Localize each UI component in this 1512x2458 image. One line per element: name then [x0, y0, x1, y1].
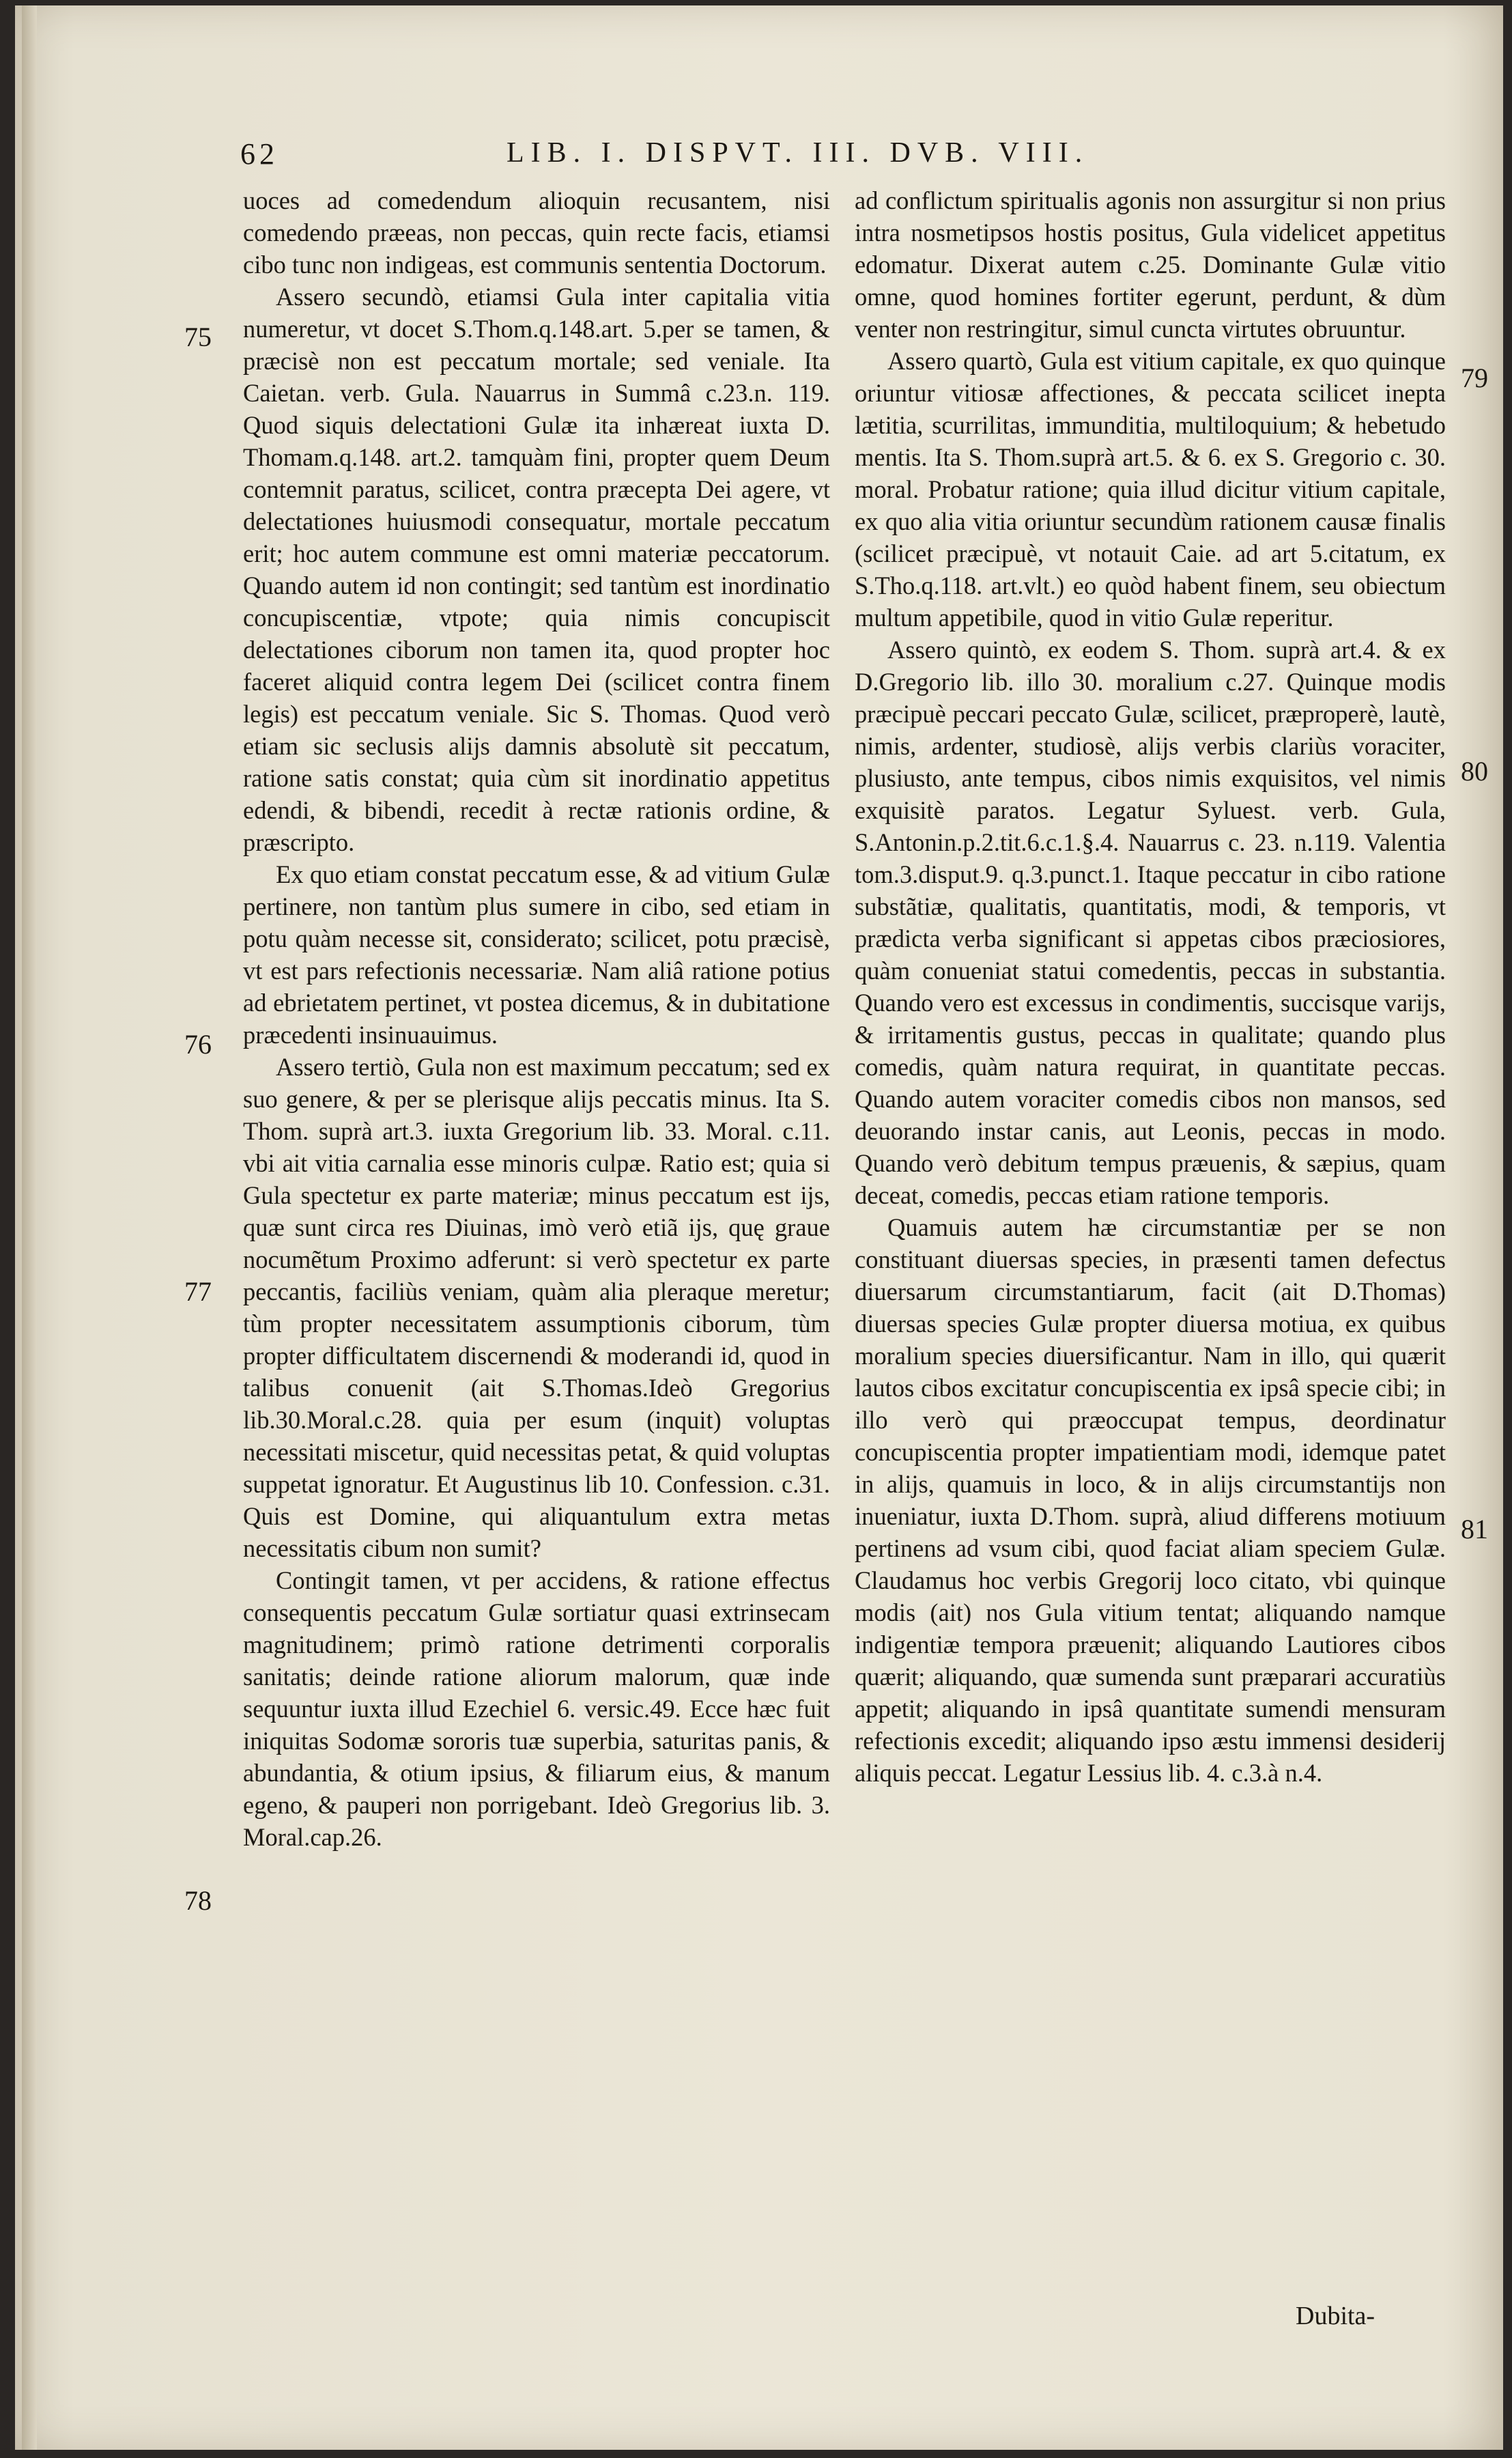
- margin-number: 81: [1461, 1514, 1488, 1544]
- paragraph: uoces ad comedendum alioquin recusantem, nisi comedendo præeas, non peccas, quin recte facis, etiamsi cibo tunc non indigeas, est communis sententia Doctorum.: [243, 186, 830, 279]
- paragraph: Quamuis autem hæ circumstantiæ per se non constituant diuersas species, in præsenti tamen defectus diuersarum circumstantiarum, facit (ait D.Thomas) diuersas species Gulæ propter diuersa motiua, ex quibus moralium species diuersificantur. Nam in illo, qui quærit lautos cibos excitatur concupiscentia ex ipsâ specie cibi; in illo verò qui præoccupat tempus, deordinatur concupiscentia propter impatientiam modi, idemque patet in alijs, quamuis in loco, & in alijs circumstantijs non inueniatur, iuxta D.Thom. suprà, aliud differens motiuum pertinens ad vsum cibi, quod faciat aliam speciem Gulæ. Claudamus hoc verbis Gregorij loco citato, vbi quinque modis (ait) nos Gula vitium tentat; aliquando namque indigentiæ tempora præuenit; aliquando Lautiores cibos quærit; aliquando, quæ sumenda sunt præparari accuratiùs appetit; aliquando in ipsâ quantitate sumendi mensuram refectionis excedit; aliquando ipso æstu immensi desiderij aliquis peccat. Legatur Lessius lib. 4. c.3.à n.4.: [855, 1213, 1446, 1787]
- margin-number: 76: [184, 1029, 212, 1060]
- paragraph: Assero quintò, ex eodem S. Thom. suprà art.4. & ex D.Gregorio lib. illo 30. moralium c.27. Quinque modis præcipuè peccari peccato Gulæ, scilicet, præproperè, lautè, nimis, ardenter, studiosè, alijs verbis clariùs voraciter, plusiusto, ante tempus, cibos nimis exquisitos, vel nimis exquisitè paratos. Legatur Syluest. verb. Gula, S.Antonin.p.2.tit.6.c.1.§.4. Nauarrus c. 23. n.119. Valentia tom.3.disput.9. q.3.punct.1. Itaque peccatur in cibo ratione substãtiæ, qualitatis, quantitatis, modi, & temporis, vt prædicta verba significant si appetas cibos præciosiores, quàm conueniat statui comedentis, peccas in substantia. Quando vero est excessus in condimentis, succisque varijs, & irritamentis gustus, peccas in qualitate; quando plus comedis, quàm natura requirat, in quantitate peccas. Quando autem voraciter comedis cibos non mansos, sed deuorando instar canis, aut Leonis, peccas in modo. Quando verò debitum tempus præuenis, & sæpius, quam deceat, comedis, peccas etiam ratione temporis.: [855, 636, 1446, 1209]
- paragraph: Assero tertiò, Gula non est maximum peccatum; sed ex suo genere, & per se plerisque alijs peccatis minus. Ita S. Thom. suprà art.3. iuxta Gregorium lib. 33. Moral. c.11. vbi ait vitia carnalia esse minoris culpæ. Ratio est; quia si Gula spectetur ex parte materiæ; minus peccatum est ijs, quæ sunt circa res Diuinas, imò verò etiã ijs, quę graue nocumẽtum Proximo adferunt: si verò spectetur ex parte peccantis, faciliùs veniam, quàm alia pleraque meretur; tùm propter necessitatem assumptionis ciborum, tùm propter difficultatem discernendi & moderandi id, quod in talibus conuenit (ait S.Thomas.Ideò Gregorius lib.30.Moral.c.28. quia per esum (inquit) voluptas necessitati miscetur, quid necessitas petat, & quid voluptas suppetat ignoratur. Et Augustinus lib 10. Confession. c.31. Quis est Domine, qui aliquantulum extra metas necessitatis cibum non sumit?: [243, 1053, 830, 1562]
- paragraph: Ex quo etiam constat peccatum esse, & ad vitium Gulæ pertinere, non tantùm plus sumere in cibo, sed etiam in potu quàm necesse sit, considerato; scilicet, potu præcisè, vt est pars refectionis necessariæ. Nam aliâ ratione potius ad ebrietatem pertinet, vt postea dicemus, & in dubitatione præcedenti insinuauimus.: [243, 860, 830, 1049]
- catchword: Dubita-: [1296, 2302, 1375, 2330]
- book-page: [15, 5, 1503, 2450]
- right-column: [855, 184, 1446, 1789]
- margin-number: 79: [1461, 363, 1488, 393]
- page-number: 62: [240, 137, 279, 171]
- paragraph: ad conflictum spiritualis agonis non assurgitur si non prius intra nosmetipsos hostis positus, Gula videlicet appetitus edomatur. Dixerat autem c.25. Dominante Gulæ vitio omne, quod homines fortiter egerunt, perdunt, & dùm venter non restringitur, simul cuncta virtutes obruuntur.: [855, 186, 1446, 343]
- paragraph: Assero secundò, etiamsi Gula inter capitalia vitia numeretur, vt docet S.Thom.q.148.art. 5.per se tamen, & præcisè non est peccatum mortale; sed veniale. Ita Caietan. verb. Gula. Nauarrus in Summâ c.23.n. 119. Quod siquis delectationi Gulæ ita inhæreat iuxta D. Thomam.q.148. art.2. tamquàm fini, propter quem Deum contemnit paratus, scilicet, contra præcepta Dei agere, vt delectationes huiusmodi consequatur, mortale peccatum erit; hoc autem commune est omni materiæ peccatorum. Quando autem id non contingit; sed tantùm est inordinatio concupiscentiæ, vtpote; quia nimis concupiscit delectationes ciborum non tamen ita, quod propter hoc faceret aliquid contra legem Dei (scilicet contra finem legis) est peccatum veniale. Sic S. Thomas. Quod verò etiam sic seclusis alijs damnis absolutè sit peccatum, ratione satis constat; quia cùm sit inordinatio appetitus edendi, & bibendi, recedit à rectæ rationis ordine, & præscripto.: [243, 283, 830, 856]
- running-header: [240, 137, 1223, 178]
- margin-number: 77: [184, 1276, 212, 1307]
- paragraph: Assero quartò, Gula est vitium capitale, ex quo quinque oriuntur vitiosæ affectiones, & peccata scilicet inepta lætitia, scurrilitas, immunditia, multiloquium; & hebetudo mentis. Ita S. Thom.suprà art.5. & 6. ex S. Gregorio c. 30. moral. Probatur ratione; quia illud dicitur vitium capitale, ex quo alia vitia oriuntur secundùm rationem causæ finalis (scilicet præcipuè, vt notauit Caie. ad art 5.citatum, ex S.Tho.q.118. art.vlt.) eo quòd habent finem, seu obiectum multum appetibile, quod in vitio Gulæ reperitur.: [855, 347, 1446, 632]
- page-gutter: [22, 5, 37, 2450]
- paragraph: Contingit tamen, vt per accidens, & ratione effectus consequentis peccatum Gulæ sortiatur quasi extrinsecam magnitudinem; primò ratione detrimenti corporalis sanitatis; deinde ratione aliorum malorum, quæ inde sequuntur iuxta illud Ezechiel 6. versic.49. Ecce hæc fuit iniquitas Sodomæ sororis tuæ superbia, saturitas panis, & abundantia, & otium ipsius, & filiarum eius, & manum egeno, & pauperi non porrigebant. Ideò Gregorius lib. 3. Moral.cap.26.: [243, 1566, 830, 1851]
- running-title: LIB. I. DISPVT. III. DVB. VIII.: [507, 137, 1089, 169]
- margin-number: 75: [184, 322, 212, 352]
- margin-number: 78: [184, 1885, 212, 1916]
- margin-number: 80: [1461, 756, 1488, 787]
- left-column: [243, 184, 830, 1853]
